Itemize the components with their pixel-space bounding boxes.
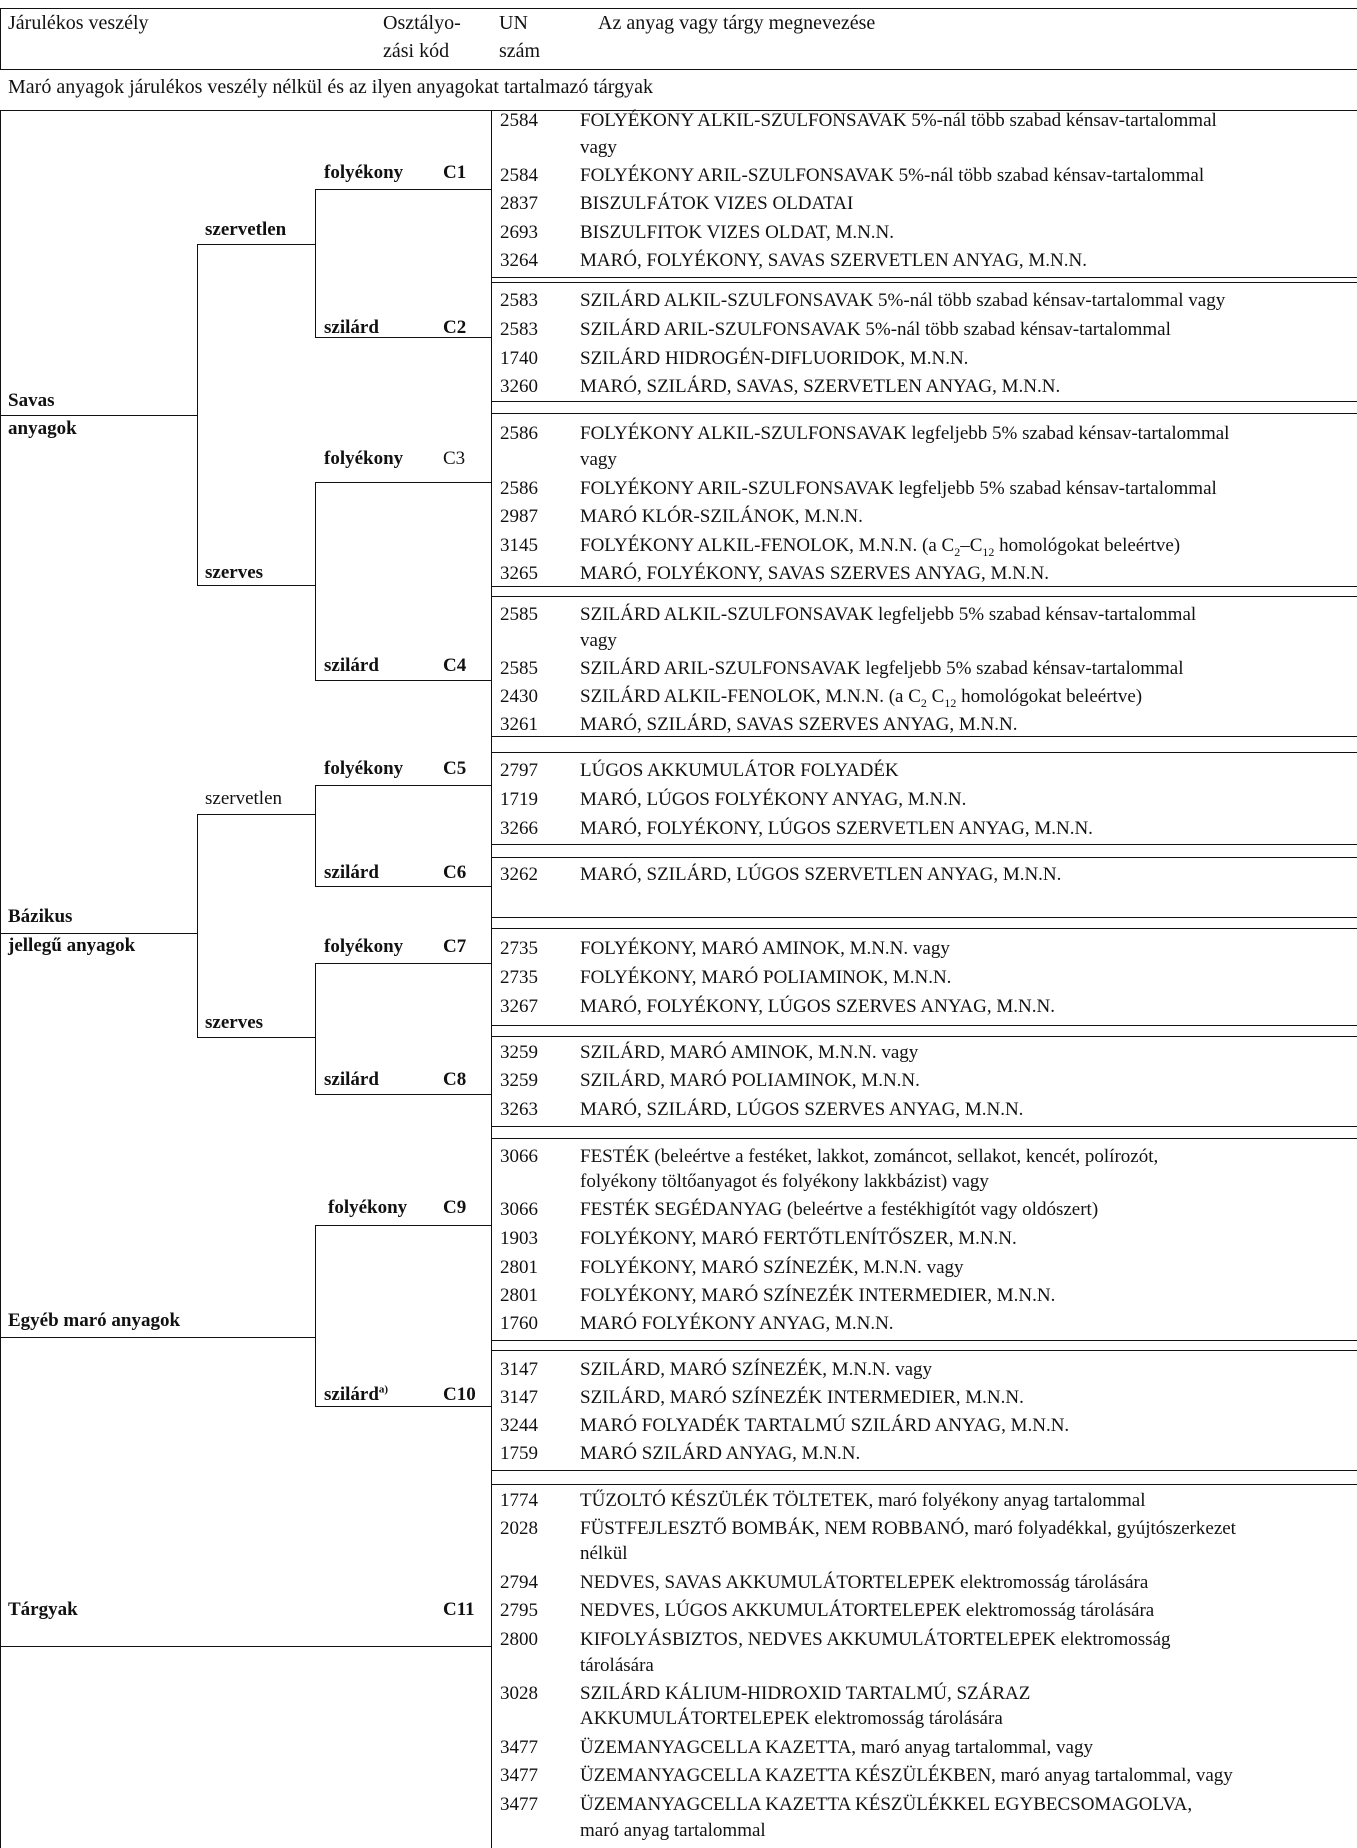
state-label: szilárd (324, 1069, 379, 1090)
subgroup-szervetlen-base: szervetlen (205, 788, 283, 809)
un-number: 2586 (500, 478, 538, 499)
un-number: 2987 (500, 506, 538, 527)
group-egyeb: Egyéb maró anyagok (8, 1310, 181, 1331)
substance-name: FOLYÉKONY, MARÓ POLIAMINOK, M.N.N. (580, 967, 952, 988)
box-rule (491, 1036, 1357, 1037)
box-rule (491, 1340, 1357, 1341)
header-col-name: Az anyag vagy tárgy megnevezése (598, 12, 876, 34)
un-number: 1719 (500, 789, 538, 810)
box-rule (491, 928, 1357, 929)
substance-name: SZILÁRD HIDROGÉN-DIFLUORIDOK, M.N.N. (580, 348, 969, 369)
substance-name: MARÓ SZILÁRD ANYAG, M.N.N. (580, 1443, 861, 1464)
tree-line (197, 1037, 315, 1038)
substance-name: FOLYÉKONY, MARÓ SZÍNEZÉK, M.N.N. vagy (580, 1257, 964, 1278)
tree-line (0, 415, 197, 416)
tree-line (315, 963, 316, 1094)
box-rule (491, 596, 1357, 597)
substance-name: MARÓ, FOLYÉKONY, SAVAS SZERVETLEN ANYAG, M.N.N. (580, 250, 1087, 271)
class-code: C3 (443, 448, 466, 469)
un-number: 2837 (500, 193, 538, 214)
substance-name: MARÓ, SZILÁRD, LÚGOS SZERVES ANYAG, M.N.N. (580, 1099, 1024, 1120)
un-number: 3066 (500, 1146, 538, 1167)
substance-name: KIFOLYÁSBIZTOS, NEDVES AKKUMULÁTORTELEPEK elektromosság (580, 1629, 1171, 1650)
name-part: C (926, 686, 945, 707)
substance-name-cont: vagy (580, 449, 617, 470)
substance-name: SZILÁRD, MARÓ AMINOK, M.N.N. vagy (580, 1042, 919, 1063)
box-rule (491, 1350, 1357, 1351)
name-part: FOLYÉKONY ALKIL-FENOLOK, M.N.N. (a C (580, 535, 955, 556)
group-bazikus-line2: jellegű anyagok (8, 935, 136, 956)
substance-name: FESTÉK SEGÉDANYAG (beleértve a festékhigítót vagy oldószert) (580, 1199, 1099, 1220)
un-number: 2794 (500, 1572, 538, 1593)
un-number: 3262 (500, 864, 538, 885)
un-number: 2735 (500, 938, 538, 959)
group-targyak: Tárgyak (8, 1599, 78, 1620)
substance-name: FESTÉK (beleértve a festéket, lakkot, zománcot, sellakot, kencét, polírozót, (580, 1146, 1159, 1167)
subscript: 2 (920, 695, 927, 710)
box-rule (491, 413, 1357, 414)
group-bazikus-line1: Bázikus (8, 906, 73, 927)
substance-name: SZILÁRD ARIL-SZULFONSAVAK legfeljebb 5% szabad kénsav-tartalommal (580, 658, 1184, 679)
header-col-un-line1: UN (499, 12, 528, 34)
header-col-code-line2: zási kód (383, 40, 450, 62)
un-number: 3264 (500, 250, 538, 271)
state-label: szilárd (324, 317, 379, 338)
un-number: 3147 (500, 1387, 538, 1408)
tree-line (315, 1406, 491, 1407)
section-title: Maró anyagok járulékos veszély nélkül és az ilyen anyagokat tartalmazó tárgyak (8, 76, 653, 98)
un-number: 2586 (500, 423, 538, 444)
substance-name: SZILÁRD ALKIL-SZULFONSAVAK legfeljebb 5% szabad kénsav-tartalommal (580, 604, 1197, 625)
substance-name: MARÓ, FOLYÉKONY, SAVAS SZERVES ANYAG, M.N.N. (580, 563, 1050, 584)
subscript: 12 (944, 695, 957, 710)
un-number: 2430 (500, 686, 538, 707)
substance-name: BISZULFITOK VIZES OLDAT, M.N.N. (580, 222, 895, 243)
un-number: 3477 (500, 1737, 538, 1758)
state-label-text: szilárd (324, 1384, 379, 1405)
header-left-rule (0, 8, 1, 69)
tree-line (197, 244, 198, 585)
name-part: homológokat beleértve) (994, 535, 1181, 556)
substance-name: SZILÁRD, MARÓ POLIAMINOK, M.N.N. (580, 1070, 920, 1091)
tree-line (315, 785, 316, 886)
substance-name: ÜZEMANYAGCELLA KAZETTA KÉSZÜLÉKBEN, maró anyag tartalommal, vagy (580, 1765, 1233, 1786)
tree-line (491, 110, 492, 1848)
substance-name-cont: tárolására (580, 1655, 654, 1676)
un-number: 3259 (500, 1042, 538, 1063)
box-rule (491, 844, 1357, 845)
un-number: 3265 (500, 563, 538, 584)
substance-name: SZILÁRD, MARÓ SZÍNEZÉK, M.N.N. vagy (580, 1359, 933, 1380)
un-number: 1903 (500, 1228, 538, 1249)
tree-line (315, 482, 316, 680)
un-number: 2801 (500, 1257, 538, 1278)
un-number: 2797 (500, 760, 538, 781)
box-rule (491, 1138, 1357, 1139)
box-rule (491, 401, 1357, 402)
state-label: folyékony (324, 162, 404, 183)
box-rule (491, 1025, 1357, 1026)
tree-line (197, 814, 315, 815)
box-rule (491, 586, 1357, 587)
state-label: folyékony (324, 758, 404, 779)
tree-line (0, 110, 492, 111)
un-number: 2795 (500, 1600, 538, 1621)
class-code: C7 (443, 936, 467, 957)
substance-name: LÚGOS AKKUMULÁTOR FOLYADÉK (580, 760, 899, 781)
substance-name: TŰZOLTÓ KÉSZÜLÉK TÖLTETEK, maró folyékony anyag tartalommal (580, 1490, 1146, 1511)
state-label: folyékony (328, 1197, 408, 1218)
class-code: C2 (443, 317, 467, 338)
substance-name: MARÓ KLÓR-SZILÁNOK, M.N.N. (580, 506, 863, 527)
substance-name-cont: vagy (580, 137, 617, 158)
un-number: 1774 (500, 1490, 538, 1511)
tree-line (315, 189, 491, 190)
un-number: 3477 (500, 1794, 538, 1815)
substance-name: MARÓ FOLYADÉK TARTALMÚ SZILÁRD ANYAG, M.N.N. (580, 1415, 1070, 1436)
box-rule (491, 857, 1357, 858)
substance-name: FOLYÉKONY, MARÓ FERTŐTLENÍTŐSZER, M.N.N. (580, 1228, 1017, 1249)
substance-name: FOLYÉKONY ALKIL-SZULFONSAVAK legfeljebb 5% szabad kénsav-tartalommal (580, 423, 1230, 444)
substance-name: FOLYÉKONY ARIL-SZULFONSAVAK 5%-nál több szabad kénsav-tartalommal (580, 165, 1205, 186)
name-part: homológokat beleértve) (956, 686, 1143, 707)
un-number: 3244 (500, 1415, 538, 1436)
group-savas-line2: anyagok (8, 418, 77, 439)
subgroup-szerves-base: szerves (205, 1012, 264, 1033)
box-rule (491, 917, 1357, 918)
substance-name: FÜSTFEJLESZTŐ BOMBÁK, NEM ROBBANÓ, maró folyadékkal, gyújtószerkezet (580, 1518, 1236, 1539)
tree-line (315, 1225, 316, 1406)
class-code: C9 (443, 1197, 467, 1218)
header-col-un-line2: szám (499, 40, 541, 62)
substance-name: ÜZEMANYAGCELLA KAZETTA KÉSZÜLÉKKEL EGYBECSOMAGOLVA, (580, 1794, 1193, 1815)
un-number: 3147 (500, 1359, 538, 1380)
substance-name: MARÓ, LÚGOS FOLYÉKONY ANYAG, M.N.N. (580, 789, 967, 810)
box-rule (491, 282, 1357, 283)
un-number: 2583 (500, 290, 538, 311)
tree-line (197, 244, 315, 245)
substance-name-cont: vagy (580, 630, 617, 651)
un-number: 3145 (500, 535, 538, 556)
class-code: C4 (443, 655, 467, 676)
substance-name: NEDVES, SAVAS AKKUMULÁTORTELEPEK elektromosság tárolására (580, 1572, 1149, 1593)
un-number: 2583 (500, 319, 538, 340)
state-label: folyékony (324, 936, 404, 957)
box-rule (491, 1470, 1357, 1471)
un-number: 2028 (500, 1518, 538, 1539)
substance-name: SZILÁRD KÁLIUM-HIDROXID TARTALMÚ, SZÁRAZ (580, 1683, 1031, 1704)
substance-name: FOLYÉKONY ALKIL-SZULFONSAVAK 5%-nál több szabad kénsav-tartalommal (580, 110, 1217, 131)
name-part: –C (960, 535, 983, 556)
header-bottom-rule (0, 69, 1357, 70)
substance-name: FOLYÉKONY ARIL-SZULFONSAVAK legfeljebb 5% szabad kénsav-tartalommal (580, 478, 1217, 499)
un-number: 3261 (500, 714, 538, 735)
substance-name (580, 686, 1142, 708)
group-savas-line1: Savas (8, 390, 55, 411)
header-top-rule (0, 8, 1357, 9)
un-number: 2585 (500, 604, 538, 625)
substance-name: SZILÁRD ARIL-SZULFONSAVAK 5%-nál több szabad kénsav-tartalommal (580, 319, 1171, 340)
tree-line (0, 1337, 315, 1338)
class-code: C1 (443, 162, 467, 183)
substance-name: MARÓ, SZILÁRD, SAVAS, SZERVETLEN ANYAG, M.N.N. (580, 376, 1061, 397)
tree-line (315, 482, 491, 483)
un-number: 2585 (500, 658, 538, 679)
un-number: 3028 (500, 1683, 538, 1704)
tree-line (315, 1094, 491, 1095)
substance-name: NEDVES, LÚGOS AKKUMULÁTORTELEPEK elektromosság tárolására (580, 1600, 1155, 1621)
class-code: C5 (443, 758, 467, 779)
state-label: szilárd (324, 655, 379, 676)
tree-line (315, 886, 491, 887)
substance-name: MARÓ, FOLYÉKONY, LÚGOS SZERVES ANYAG, M.N.N. (580, 996, 1055, 1017)
tree-line (315, 680, 491, 681)
state-label: szilárd (324, 862, 379, 883)
class-code: C6 (443, 862, 467, 883)
un-number: 2801 (500, 1285, 538, 1306)
substance-name: BISZULFÁTOK VIZES OLDATAI (580, 193, 854, 214)
box-rule (491, 277, 1357, 278)
un-number: 2693 (500, 222, 538, 243)
tree-line (315, 1225, 491, 1226)
un-number: 3260 (500, 376, 538, 397)
substance-name: MARÓ FOLYÉKONY ANYAG, M.N.N. (580, 1313, 894, 1334)
substance-name: MARÓ, SZILÁRD, SAVAS SZERVES ANYAG, M.N.N. (580, 714, 1018, 735)
tree-line (197, 814, 198, 1037)
subscript: 2 (954, 544, 961, 559)
substance-name: SZILÁRD, MARÓ SZÍNEZÉK INTERMEDIER, M.N.N. (580, 1387, 1024, 1408)
class-code: C11 (443, 1599, 475, 1620)
header-col-code-line1: Osztályo- (383, 12, 461, 34)
tree-line (315, 963, 491, 964)
class-code: C8 (443, 1069, 467, 1090)
substance-name-cont: AKKUMULÁTORTELEPEK elektromosság tárolására (580, 1708, 1003, 1729)
un-number: 1740 (500, 348, 538, 369)
state-label: folyékony (324, 448, 404, 469)
substance-name-cont: folyékony töltőanyagot és folyékony lakkbázist) vagy (580, 1171, 989, 1192)
tree-line (0, 110, 1, 1848)
box-rule (491, 752, 1357, 753)
substance-name: ÜZEMANYAGCELLA KAZETTA, maró anyag tartalommal, vagy (580, 1737, 1093, 1758)
tree-line (315, 189, 316, 337)
un-number: 3266 (500, 818, 538, 839)
substance-name: FOLYÉKONY, MARÓ SZÍNEZÉK INTERMEDIER, M.N.N. (580, 1285, 1056, 1306)
footnote-marker: a) (378, 1383, 389, 1396)
state-label (324, 1384, 388, 1406)
substance-name-cont: maró anyag tartalommal (580, 1820, 766, 1841)
un-number: 2584 (500, 110, 538, 131)
un-number: 1760 (500, 1313, 538, 1334)
substance-name: SZILÁRD ALKIL-SZULFONSAVAK 5%-nál több szabad kénsav-tartalommal vagy (580, 290, 1226, 311)
subscript: 12 (982, 544, 995, 559)
class-code: C10 (443, 1384, 476, 1405)
un-number: 3259 (500, 1070, 538, 1091)
substance-name: MARÓ, SZILÁRD, LÚGOS SZERVETLEN ANYAG, M.N.N. (580, 864, 1062, 885)
un-number: 2735 (500, 967, 538, 988)
tree-line (0, 933, 197, 934)
un-number: 3263 (500, 1099, 538, 1120)
name-part: SZILÁRD ALKIL-FENOLOK, M.N.N. (a C (580, 686, 921, 707)
tree-line (0, 1646, 492, 1647)
box-rule (491, 1484, 1357, 1485)
tree-line (315, 785, 491, 786)
subgroup-szervetlen-acid: szervetlen (205, 219, 287, 240)
un-number: 1759 (500, 1443, 538, 1464)
substance-name-cont: nélkül (580, 1543, 628, 1564)
un-number: 2584 (500, 165, 538, 186)
substance-name (580, 535, 1180, 557)
un-number: 3066 (500, 1199, 538, 1220)
subgroup-szerves-acid: szerves (205, 562, 264, 583)
header-col-hazard: Járulékos veszély (8, 12, 149, 34)
substance-name: MARÓ, FOLYÉKONY, LÚGOS SZERVETLEN ANYAG, M.N.N. (580, 818, 1093, 839)
un-number: 2800 (500, 1629, 538, 1650)
substance-name: FOLYÉKONY, MARÓ AMINOK, M.N.N. vagy (580, 938, 950, 959)
un-number: 3477 (500, 1765, 538, 1786)
box-rule (491, 1126, 1357, 1127)
box-rule (491, 736, 1357, 737)
un-number: 3267 (500, 996, 538, 1017)
tree-line (197, 585, 315, 586)
